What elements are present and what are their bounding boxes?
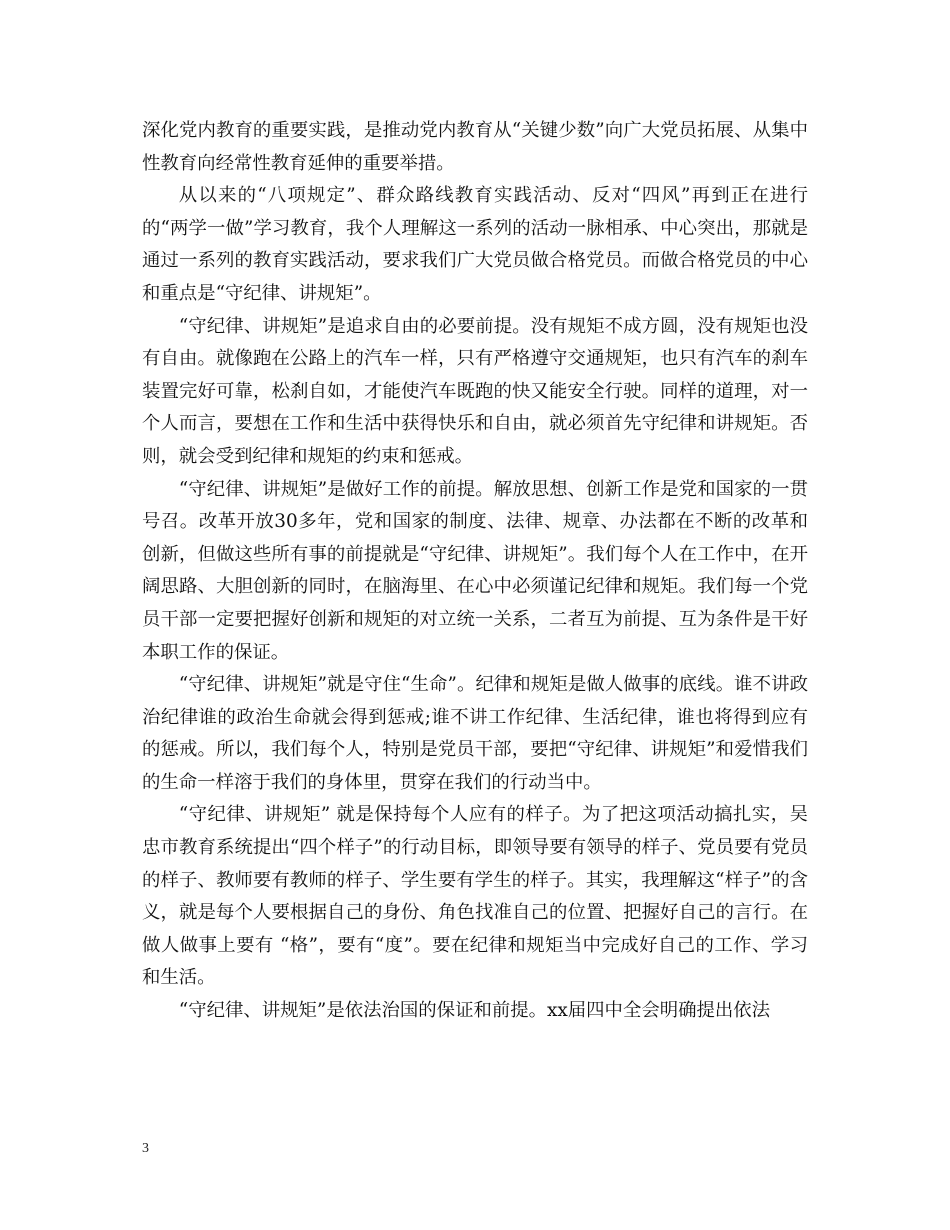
document-body	[142, 115, 808, 1028]
paragraph-2: 从以来的“八项规定”、群众路线教育实践活动、反对“四风”再到正在进行的“两学一做”学习教育，我个人理解这一系列的活动一脉相承、中心突出，那就是通过一系列的教育实践活动，要求我们广大党员做合格党员。而做合格党员的中心和重点是“守纪律、讲规矩”。	[142, 185, 808, 304]
paragraph-7: “守纪律、讲规矩”是依法治国的保证和前提。xx届四中全会明确提出依法	[178, 1000, 771, 1022]
page-number: 3	[142, 1141, 149, 1156]
paragraph-4: “守纪律、讲规矩”是做好工作的前提。解放思想、创新工作是党和国家的一贯号召。改革开放30多年，党和国家的制度、法律、规章、办法都在不断的改革和创新，但做这些所有事的前提就是“守纪律、讲规矩”。我们每个人在工作中，在开阔思路、大胆创新的同时，在脑海里、在心中必须谨记纪律和规矩。我们每一个党员干部一定要把握好创新和规矩的对立统一关系，二者互为前提、互为条件是干好本职工作的保证。	[142, 478, 808, 663]
paragraph-3: “守纪律、讲规矩”是追求自由的必要前提。没有规矩不成方圆，没有规矩也没有自由。就像跑在公路上的汽车一样，只有严格遵守交通规矩，也只有汽车的刹车装置完好可靠，松刹自如，才能使汽车既跑的快又能安全行驶。同样的道理，对一个人而言，要想在工作和生活中获得快乐和自由，就必须首先守纪律和讲规矩。否则，就会受到纪律和规矩的约束和惩戒。	[142, 315, 808, 467]
paragraph-1: 深化党内教育的重要实践，是推动党内教育从“关键少数”向广大党员拓展、从集中性教育向经常性教育延伸的重要举措。	[142, 120, 808, 174]
paragraph-6: “守纪律、讲规矩” 就是保持每个人应有的样子。为了把这项活动搞扎实，吴忠市教育系统提出“四个样子”的行动目标，即领导要有领导的样子、党员要有党员的样子、教师要有教师的样子、学生要有学生的样子。其实，我理解这“样子”的含义，就是每个人要根据自己的身份、角色找准自己的位置、把握好自己的言行。在做人做事上要有 “格”，要有“度”。要在纪律和规矩当中完成好自己的工作、学习和生活。	[142, 804, 808, 989]
paragraph-5: “守纪律、讲规矩”就是守住“生命”。纪律和规矩是做人做事的底线。谁不讲政治纪律谁的政治生命就会得到惩戒;谁不讲工作纪律、生活纪律，谁也将得到应有的惩戒。所以，我们每个人，特别是党员干部，要把“守纪律、讲规矩”和爱惜我们的生命一样溶于我们的身体里，贯穿在我们的行动当中。	[142, 674, 808, 793]
